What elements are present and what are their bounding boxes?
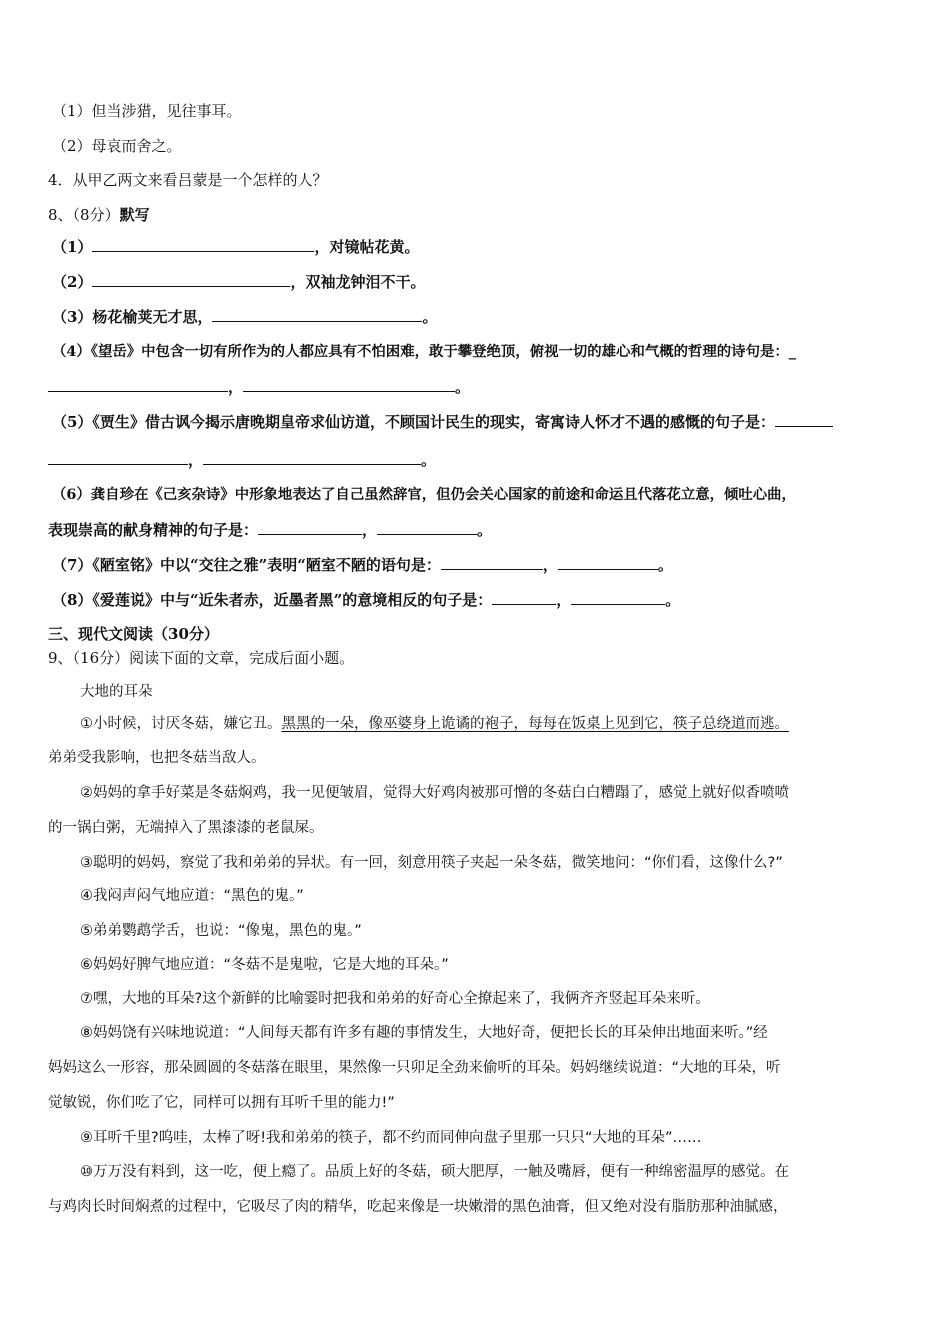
q8-item-6-end: 。 — [477, 521, 493, 539]
answer-blank[interactable] — [243, 377, 455, 392]
article-p2-line1: ②妈妈的拿手好菜是冬菇焖鸡，我一见便皱眉，觉得大好鸡肉被那可憎的冬菇白白糟蹋了，感觉上就好似香喷喷 — [80, 785, 789, 801]
q8-item-7-text: （7）《陋室铭》中以“交往之雅”表明“陋室不陋的语句是： — [52, 556, 441, 574]
answer-blank[interactable] — [48, 450, 188, 465]
q8-item-4-end: 。 — [455, 378, 471, 396]
q8-item-4-line2 — [48, 377, 470, 397]
q8-item-2 — [52, 272, 425, 292]
answer-blank[interactable] — [441, 555, 543, 570]
q8-item-5-text: （5）《贾生》借古讽今揭示唐晚期皇帝求仙访道，不顾国计民生的现实，寄寓诗人怀才不遇的感慨的句子是： — [52, 413, 775, 431]
answer-blank[interactable] — [212, 307, 422, 322]
article-p1-line1 — [80, 714, 789, 734]
q8-heading — [48, 205, 150, 225]
answer-blank[interactable] — [492, 590, 556, 605]
answer-blank[interactable] — [377, 520, 477, 535]
q8-item-5-end: 。 — [421, 451, 437, 469]
q8-item-4-line1: （4）《望岳》中包含一切有所作为的人都应具有不怕困难，敢于攀登绝顶，俯视一切的雄心和气概的哲理的诗句是：_ — [52, 343, 796, 360]
article-p8-line2: 妈妈这么一形容，那朵圆圆的冬菇落在眼里，果然像一只卯足全劲来偷听的耳朵。妈妈继续说道：“大地的耳朵，听 — [48, 1060, 781, 1076]
answer-blank[interactable] — [203, 450, 421, 465]
q9-instruction: 9、（16分）阅读下面的文章，完成后面小题。 — [48, 649, 355, 667]
q8-item-5-comma: ， — [188, 451, 204, 469]
q8-item-1-prefix: （1） — [52, 238, 93, 256]
answer-blank[interactable] — [558, 555, 658, 570]
q8-item-5-line2 — [48, 450, 436, 470]
article-p3: ③聪明的妈妈，察觉了我和弟弟的异状。有一回，刻意用筷子夹起一朵冬菇，微笑地问：“你们看，这像什么?” — [80, 855, 783, 871]
q8-item-8 — [52, 590, 680, 610]
q8-item-6-line2 — [48, 520, 492, 540]
q8-item-2-text: ，双袖龙钟泪不干。 — [290, 273, 426, 291]
q8-number: 8、（8分） — [48, 206, 120, 224]
article-p7: ⑦嘿，大地的耳朵?这个新鲜的比喻霎时把我和弟弟的好奇心全撩起来了，我俩齐齐竖起耳朵来听。 — [80, 991, 710, 1007]
q8-item-7 — [52, 555, 673, 575]
q8-item-1 — [52, 237, 419, 257]
q8-item-2-prefix: （2） — [52, 273, 93, 291]
article-p1-underlined: 黑黑的一朵，像巫婆身上诡谲的袍子，每每在饭桌上见到它，筷子总绕道而逃。 — [281, 716, 789, 732]
article-p6: ⑥妈妈好脾气地应道：“冬菇不是鬼啦，它是大地的耳朵。” — [80, 957, 449, 973]
article-p5: ⑤弟弟鹦鹉学舌，也说：“像鬼，黑色的鬼。” — [80, 923, 362, 939]
q8-item-1-text: ，对镜帖花黄。 — [314, 238, 420, 256]
q7-question-4: 4．从甲乙两文来看吕蒙是一个怎样的人？ — [48, 171, 328, 189]
q8-item-6-comma: ， — [362, 521, 378, 539]
answer-blank[interactable] — [92, 272, 290, 287]
q8-item-7-comma: ， — [542, 556, 558, 574]
q8-item-5-line1 — [52, 412, 833, 432]
article-p1-start: ①小时候，讨厌冬菇，嫌它丑。 — [80, 716, 282, 732]
article-p8-line3: 觉敏锐，你们吃了它，同样可以拥有耳听千里的能力!” — [48, 1095, 395, 1111]
article-p4: ④我闷声闷气地应道：“黑色的鬼。” — [80, 888, 304, 904]
article-p2-line2: 的一锅白粥，无端掉入了黑漆漆的老鼠屎。 — [48, 820, 324, 836]
q7-sub1: （1）但当涉猎，见往事耳。 — [52, 102, 242, 120]
answer-blank[interactable] — [258, 520, 362, 535]
article-p8-line1: ⑧妈妈饶有兴味地说道：“人间每天都有许多有趣的事情发生，大地好奇，便把长长的耳朵伸出地面来听。”经 — [80, 1025, 768, 1041]
article-p10-line2: 与鸡肉长时间焖煮的过程中，它吸尽了肉的精华，吃起来像是一块嫩滑的黑色油膏，但又绝对没有脂肪那种油腻感， — [48, 1199, 788, 1215]
answer-blank[interactable] — [92, 237, 314, 252]
q7-sub2: （2）母哀而舍之。 — [52, 137, 182, 155]
q8-item-4-comma: ， — [228, 378, 244, 396]
article-title: 大地的耳朵 — [80, 684, 153, 700]
article-p1-line2: 弟弟受我影响，也把冬菇当敌人。 — [48, 750, 266, 766]
q8-item-3-text: （3）杨花榆荚无才思， — [52, 308, 213, 326]
q8-item-3 — [52, 307, 437, 327]
section-3-title: 三、现代文阅读（30分） — [48, 625, 219, 643]
answer-blank[interactable] — [571, 590, 665, 605]
q8-item-8-comma: ， — [556, 591, 572, 609]
q8-title: 默写 — [119, 206, 150, 224]
article-p10-line1: ⑩万万没有料到，这一吃，便上瘾了。品质上好的冬菇，硕大肥厚，一触及嘴唇，便有一种绵密温厚的感觉。在 — [80, 1164, 789, 1180]
q8-item-8-end: 。 — [665, 591, 681, 609]
q8-item-3-end: 。 — [422, 308, 438, 326]
q8-item-6-line1: （6）龚自珍在《己亥杂诗》中形象地表达了自己虽然辞官，但仍会关心国家的前途和命运且代落花立意，倾吐心曲， — [52, 486, 796, 503]
article-p9: ⑨耳听千里?呜哇，太棒了呀!我和弟弟的筷子，都不约而同伸向盘子里那一只只“大地的耳朵”…… — [80, 1130, 702, 1146]
q8-item-7-end: 。 — [657, 556, 673, 574]
q8-item-6-text: 表现崇高的献身精神的句子是： — [48, 521, 259, 539]
q8-item-8-text: （8）《爱莲说》中与“近朱者赤，近墨者黑”的意境相反的句子是： — [52, 591, 493, 609]
answer-blank[interactable] — [775, 412, 833, 427]
answer-blank[interactable] — [48, 377, 228, 392]
